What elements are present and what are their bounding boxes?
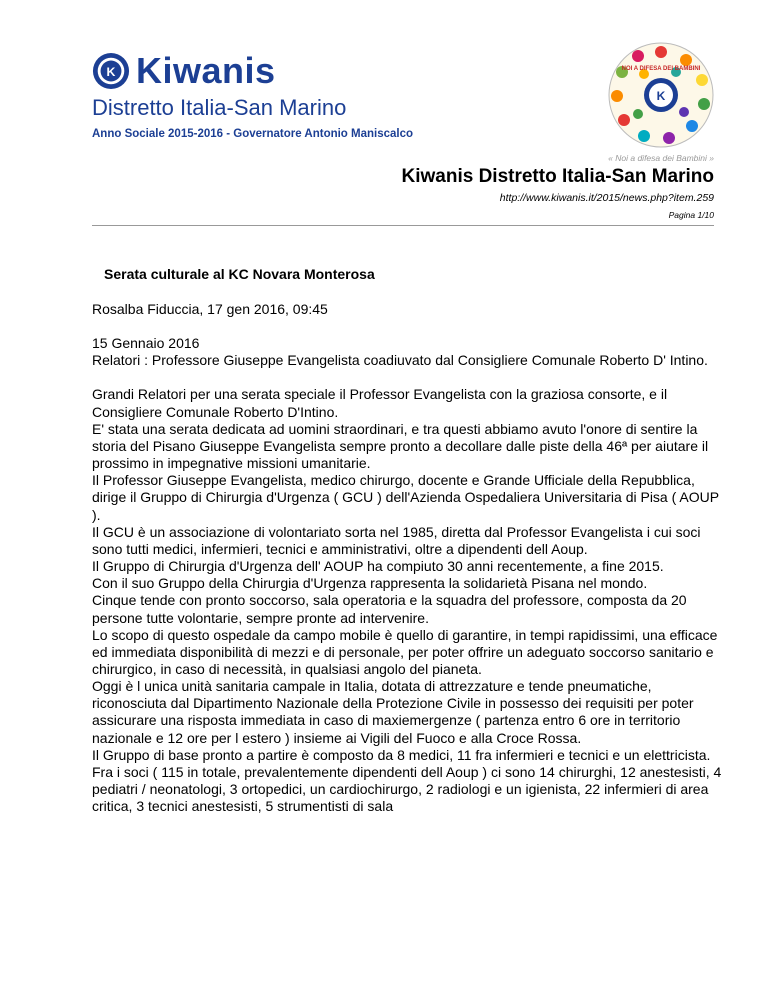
kiwanis-emblem-icon bbox=[92, 52, 130, 90]
paragraph: E' stata una serata dedicata ad uomini straordinari, e tra questi abbiamo avuto l'onore di sentire la storia del Pisano Giuseppe Evangelista sempre pronto a decollare dalle piste della 46ª per aiutare il prossimo in impegnative missioni umanitarie. bbox=[92, 420, 709, 472]
paragraph: Il GCU è un associazione di volontariato sorta nel 1985, diretta dal Professor Evangelista i cui soci sono tutti medici, infermieri, tecnici e amministrativi, oltre a dipendenti dell Aoup. bbox=[92, 523, 701, 557]
paragraph: Cinque tende con pronto soccorso, sala operatoria e la squadra del professore, composta da 20 persone tutte volontarie, sempre pronte ad intervenire. bbox=[92, 592, 687, 626]
paragraph: Il Gruppo di base pronto a partire è composto da 8 medici, 11 fra infermieri e tecnici e un elettricista. bbox=[92, 746, 711, 763]
paragraph: Con il suo Gruppo della Chirurgia d'Urgenza rappresenta la solidarietà Pisana nel mondo. bbox=[92, 575, 648, 592]
paragraph: Fra i soci ( 115 in totale, prevalentemente dipendenti dell Aoup ) ci sono 14 chirurghi, 12 anestesisti, 4 pediatri / neonatologi, 3 ortopedici, un cardiochirurgo, 2 radiologi e un igienista, 22 infermieri di area critica, 3 tecnici anestesisti, 5 strumentisti di sala bbox=[92, 763, 722, 815]
logo-wordmark: Kiwanis bbox=[136, 50, 276, 91]
motto: « Noi a difesa dei Bambini » bbox=[608, 153, 714, 163]
byline: Rosalba Fiduccia, 17 gen 2016, 09:45 bbox=[92, 301, 328, 317]
relatori: Relatori : Professore Giuseppe Evangelista coadiuvato dal Consigliere Comunale Roberto D' Intino. bbox=[92, 352, 708, 369]
badge-text: NOI A DIFESA DEI BAMBINI bbox=[621, 66, 701, 72]
children-badge-icon bbox=[606, 40, 716, 150]
svg-text:K: K bbox=[106, 64, 116, 79]
district-name: Distretto Italia-San Marino bbox=[92, 95, 347, 120]
paragraph: Lo scopo di questo ospedale da campo mobile è quello di garantire, in tempi rapidissimi, una efficace ed immediata disponibilità di mezzi e di personale, per poter offrire un adeguato soccorso sanitario e chirurgico, in caso di necessità, in qualsiasi angolo del pianeta. bbox=[92, 626, 718, 677]
svg-text:K: K bbox=[656, 89, 666, 103]
paragraph: Oggi è l unica unità sanitaria campale in Italia, dotata di attrezzature e tende pneumatiche, riconosciuta dal Dipartimento Nazionale della Protezione Civile in possesso dei requisiti per poter assicurare una risposta immediata in caso di maxiemergenze ( partenza entro 6 ore in territorio nazionale e 12 ore per l estero ) insieme ai Vigili del Fuoco e alla Croce Rossa. bbox=[92, 678, 694, 746]
paragraph: Il Gruppo di Chirurgia d'Urgenza dell' AOUP ha compiuto 30 anni recentemente, a fine 2015. bbox=[92, 558, 664, 575]
source-url[interactable]: http://www.kiwanis.it/2015/news.php?item.259 bbox=[499, 192, 714, 204]
paragraph: Il Professor Giuseppe Evangelista, medico chirurgo, docente e Grande Ufficiale della Repubblica, dirige il Gruppo di Chirurgia d'Urgenza ( GCU ) dell'Azienda Ospedaliera Universitaria di Pisa ( AOUP ). bbox=[92, 472, 719, 523]
paragraph: Grandi Relatori per una serata speciale il Professor Evangelista con la graziosa consorte, e il Consigliere Comunale Roberto D'Intino. bbox=[92, 386, 668, 420]
event-date: 15 Gennaio 2016 bbox=[92, 335, 200, 352]
anno-sociale: Anno Sociale 2015-2016 - Governatore Antonio Maniscalco bbox=[92, 128, 414, 140]
site-title: Kiwanis Distretto Italia-San Marino bbox=[401, 166, 714, 187]
article-title: Serata culturale al KC Novara Monterosa bbox=[104, 266, 375, 282]
article-body bbox=[92, 301, 722, 815]
header-divider bbox=[92, 225, 714, 226]
kiwanis-logo bbox=[92, 52, 346, 120]
page-number: Pagina 1/10 bbox=[668, 210, 714, 220]
